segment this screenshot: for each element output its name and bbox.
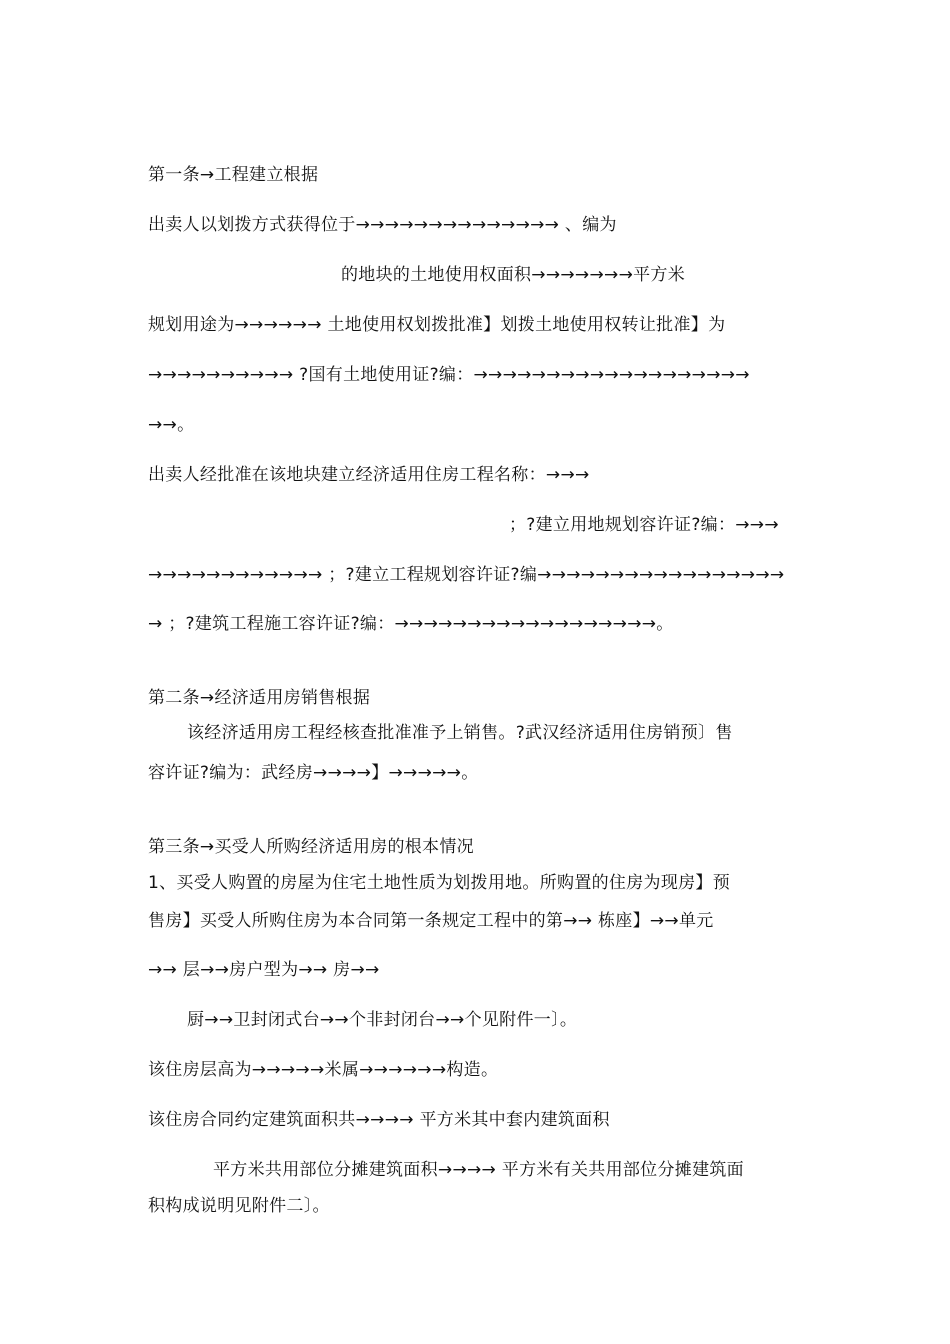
- article-3-heading: 第三条→买受人所购经济适用房的根本情况: [148, 837, 474, 857]
- paragraph-line: →→。: [148, 415, 195, 435]
- paragraph-line: 的地块的土地使用权面积→→→→→→→平方米: [341, 265, 686, 285]
- paragraph-line: → ；?建筑工程施工容许证?编：→→→→→→→→→→→→→→→→→→。: [148, 614, 674, 634]
- paragraph-line: 出卖人以划拨方式获得位于→→→→→→→→→→→→→→ 、编为: [148, 215, 617, 235]
- paragraph-line: ；?建立用地规划容许证?编：→→→: [509, 515, 779, 535]
- paragraph-line: 1、买受人购置的房屋为住宅土地性质为划拨用地。所购置的住房为现房】预: [148, 873, 731, 893]
- paragraph-line: 规划用途为→→→→→→ 土地使用权划拨批准】划拨土地使用权转让批准】为: [148, 315, 726, 335]
- paragraph-line: 售房】买受人所购住房为本合同第一条规定工程中的第→→ 栋座】→→单元: [148, 911, 714, 931]
- paragraph-line: 该住房合同约定建筑面积共→→→→ 平方米其中套内建筑面积: [148, 1110, 610, 1130]
- paragraph-line: →→→→→→→→→→ ?国有土地使用证?编：→→→→→→→→→→→→→→→→→→→: [148, 365, 750, 385]
- paragraph-line: 出卖人经批准在该地块建立经济适用住房工程名称：→→→: [148, 465, 590, 485]
- paragraph-line: →→ 层→→房户型为→→ 房→→: [148, 960, 380, 980]
- paragraph-line: 容许证?编为：武经房→→→→】→→→→→。: [148, 763, 479, 783]
- paragraph-line: →→→→→→→→→→→→ ；?建立工程规划容许证?编→→→→→→→→→→→→→→→→→: [148, 565, 785, 585]
- paragraph-line: 厨→→卫封闭式台→→个非封闭台→→个见附件一〕。: [187, 1010, 578, 1030]
- article-2-heading: 第二条→经济适用房销售根据: [148, 688, 371, 708]
- paragraph-line: 该经济适用房工程经核查批准准予上销售。?武汉经济适用住房销预〕售: [187, 723, 733, 743]
- article-1-heading: 第一条→工程建立根据: [148, 165, 319, 185]
- paragraph-line: 积构成说明见附件二〕。: [148, 1196, 330, 1216]
- paragraph-line: 平方米共用部位分摊建筑面积→→→→ 平方米有关共用部位分摊建筑面: [213, 1160, 744, 1180]
- paragraph-line: 该住房层高为→→→→→米属→→→→→→构造。: [148, 1060, 499, 1080]
